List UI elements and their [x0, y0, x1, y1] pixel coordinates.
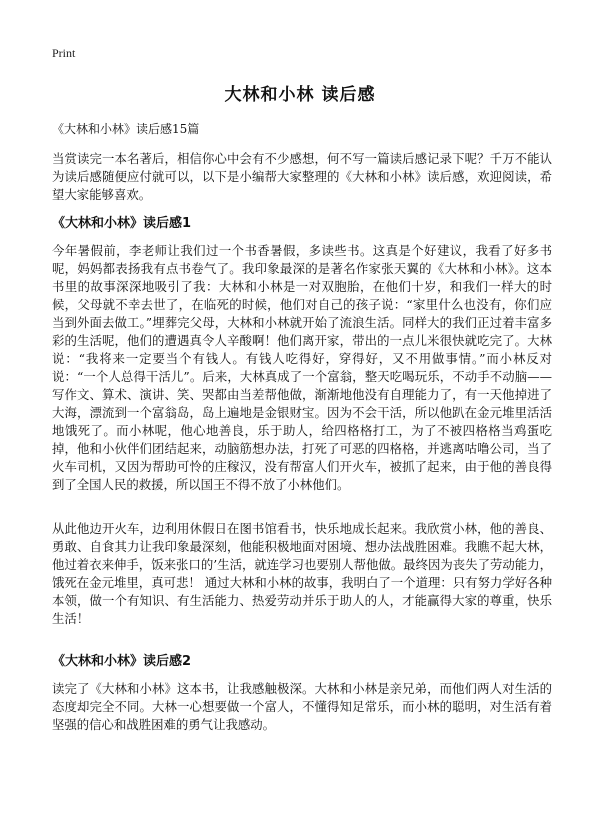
section-heading-1: 《大林和小林》读后感1	[52, 216, 192, 231]
page-subtitle: 《大林和小林》读后感15篇	[52, 122, 200, 136]
section-1-paragraph-1: 今年暑假前，李老师让我们过一个书香暑假，多读些书。这真是个好建议，我看了好多书呢，妈妈都表扬我有点书卷气了。我印象最深的是著名作家张天翼的《大林和小林》。这本书里的故事深深地吸引了我：大林和小林是一对双胞胎，在他们十岁，和我们一样大的时候，父母就不幸去世了，在临死的时候，他们对自己的孩子说：“家里什么也没有，你们应当到外面去做工。”埋葬完父母，大林和小林就开始了流浪生活。同样大的我们正过着丰富多彩的生活呢，他们的遭遇真令人辛酸啊！他们离开家，带出的一点儿米很快就吃完了。大林说：“我将来一定要当个有钱人。有钱人吃得好，穿得好，又不用做事情。”而小林反对说：“一个人总得干活儿”。后来，大林真成了一个富翁，整天吃喝玩乐，不动手不动脑——写作文、算术、演讲、笑、哭都由当差帮他做，渐渐地他没有自理能力了，有一天他掉进了大海，漂流到一个富翁岛，岛上遍地是金银财宝。因为不会干活，所以他趴在金元堆里活活地饿死了。而小林呢，他心地善良，乐于助人，给四格格打工，为了不被四格格当鸡蛋吃掉，他和小伙伴们团结起来，动脑筋想办法，打死了可恶的四格格，并逃离咕噜公司，当了火车司机，又因为帮助可怜的庄稼汉，没有帮富人们开火车，被抓了起来，由于他的善良得到了全国人民的救援，所以国王不得不放了小林他们。	[52, 243, 552, 492]
section-heading-2: 《大林和小林》读后感2	[52, 654, 192, 669]
section-2-paragraph-1: 读完了《大林和小林》这本书，让我感触极深。大林和小林是亲兄弟，而他们两人对生活的态度却完全不同。大林一心想要做一个富人，不懂得知足常乐，而小林的聪明，对生活有着坚强的信心和战胜困难的勇气让我感动。	[52, 681, 552, 732]
section-1-paragraph-2: 从此他边开火车，边利用休假日在图书馆看书，快乐地成长起来。我欣赏小林，他的善良、勇敢、自食其力让我印象最深刻，他能积极地面对困境、想办法战胜困难。我瞧不起大林，他过着衣来伸手，饭来张口的’生活，就连学习也要别人帮他做。最终因为丧失了劳动能力，饿死在金元堆里，真可悲！ 通过大林和小林的故事，我明白了一个道理：只有努力学好各种本领，做一个有知识、有生活能力、热爱劳动并乐于助人的人，才能赢得大家的尊重，快乐生活！	[52, 521, 552, 626]
print-link[interactable]: Print	[52, 46, 76, 60]
intro-paragraph: 当赏读完一本名著后，相信你心中会有不少感想，何不写一篇读后感记录下呢？千万不能认为读后感随便应付就可以，以下是小编帮大家整理的《大林和小林》读后感，欢迎阅读，希望大家能够喜欢。	[52, 151, 552, 202]
page-title: 大林和小林 读后感	[224, 85, 376, 105]
